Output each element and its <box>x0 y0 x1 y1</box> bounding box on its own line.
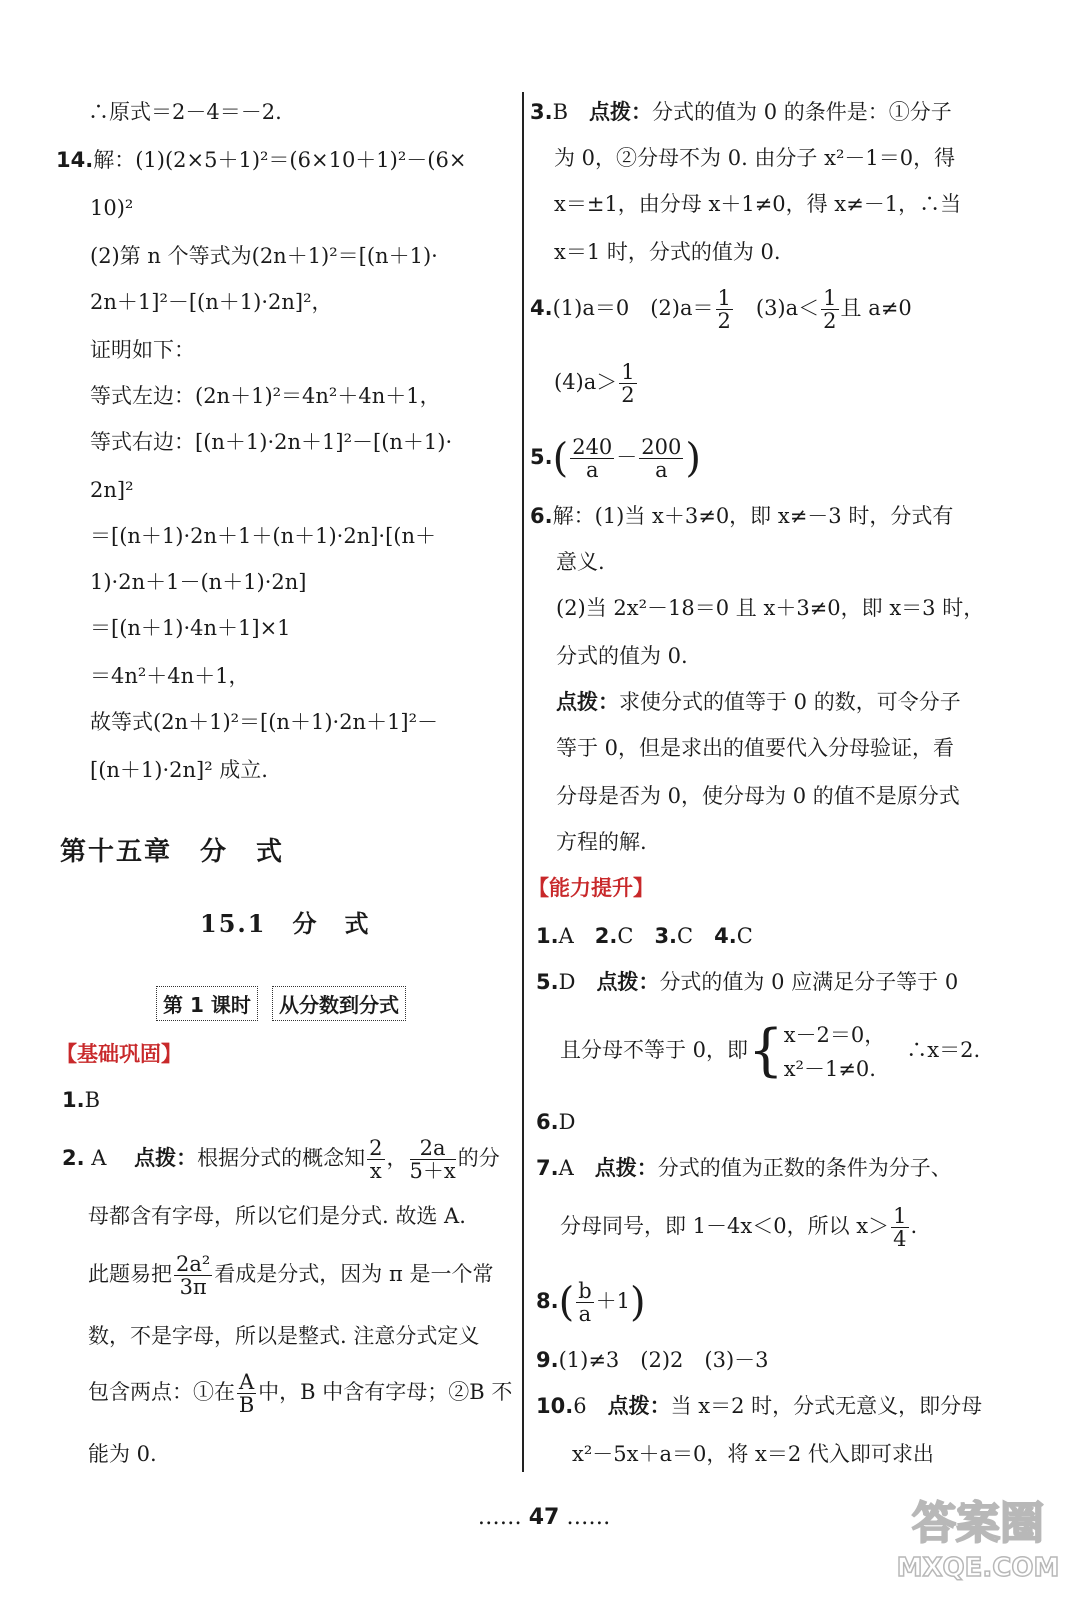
answer: B <box>84 1088 101 1112</box>
hint-label: 点拨： <box>596 970 660 994</box>
watermark-url: MXQE.COM <box>896 1553 1060 1583</box>
line: 意义. <box>556 550 605 574</box>
answer-2: 2. A 点拨：根据分式的概念知 $\frac{2}{x}$ ， $\frac{2a}{5+x}$ 的分 <box>62 1136 500 1183</box>
answer-10b: 10.6 点拨：当 x＝2 时，分式无意义，即分母 <box>536 1394 983 1418</box>
text: 根据分式的概念知 <box>197 1146 366 1170</box>
line: 包含两点：①在 $\frac{A}{B}$ 中，B 中含有字母；②B 不 <box>88 1370 513 1417</box>
watermark-logo <box>888 1478 1068 1588</box>
answer-4: 4.(1)a＝0 (2)a＝ $\frac{1}{2}$ (3)a＜ $\frac{1}{2}$ 且 a≠0 <box>530 286 912 333</box>
fraction: $\frac{1}{4}$ <box>893 1204 907 1251</box>
hint-label: 点拨： <box>607 1394 671 1418</box>
line: 能为 0. <box>88 1442 157 1466</box>
line: 方程的解. <box>556 830 647 854</box>
footer-dots: …… <box>566 1505 611 1530</box>
footer-dots: …… <box>477 1505 522 1530</box>
line: ＝[(n＋1)·4n＋1]×1 <box>90 616 291 640</box>
hint-label: 点拨： <box>556 690 619 714</box>
lesson-label: 第 1 课时 <box>156 986 258 1021</box>
line: 母都含有字母，所以它们是分式. 故选 A. <box>88 1204 466 1228</box>
answers-1-4: 1.A 2.C 3.C 4.C <box>536 924 753 948</box>
lesson-title: 从分数到分式 <box>272 986 406 1021</box>
hint-label: 点拨： <box>134 1146 198 1170</box>
line: 分式的值为 0. <box>556 644 688 668</box>
fraction: $\frac{1}{2}$ <box>717 286 731 333</box>
line: 等式右边：[(n＋1)·2n＋1]²－[(n＋1)· <box>90 430 453 454</box>
fraction: $\frac{1}{2}$ <box>823 286 837 333</box>
line: 数，不是字母，所以是整式. 注意分式定义 <box>88 1324 480 1348</box>
line: 此题易把 $\frac{\text{2a²}}{3\pi}$ 看成是分式，因为 π 是一个常 <box>88 1252 494 1299</box>
line: (2)当 2x²－18＝0 且 x＋3≠0，即 x＝3 时， <box>556 596 985 620</box>
line: 2n＋1]²－[(n＋1)·2n]²， <box>90 290 333 314</box>
fraction: $\frac{b}{a}$ <box>578 1279 592 1326</box>
answer-7b: 7.A 点拨：分式的值为正数的条件为分子、 <box>536 1156 952 1180</box>
fraction: $\frac{240}{a}$ <box>572 435 613 482</box>
line: x²－5x＋a＝0，将 x＝2 代入即可求出 <box>572 1442 934 1466</box>
line: 且分母不等于 0，即{ x－2＝0， x²－1≠0. ∴x＝2. <box>560 1018 981 1084</box>
line: 1)·2n＋1－(n＋1)·2n] <box>90 570 307 594</box>
fraction: $\frac{200}{a}$ <box>641 435 682 482</box>
section-title: 15.1 分 式 <box>200 909 371 938</box>
line: 等式左边：(2n＋1)²＝4n²＋4n＋1， <box>90 384 441 408</box>
fraction: $\frac{2}{x}$ <box>369 1136 383 1183</box>
answer-8b: 8.( $\frac{b}{a}$ ＋1) <box>536 1279 646 1326</box>
hint-label: 点拨： <box>594 1156 658 1180</box>
answer-1 <box>62 1086 100 1114</box>
answer: A <box>91 1146 107 1170</box>
page-number: 47 <box>528 1505 560 1530</box>
line: 10)² <box>90 196 134 220</box>
equation-system: x－2＝0， x²－1≠0. <box>783 1022 886 1081</box>
answer-3: 3.B 点拨：分式的值为 0 的条件是：①分子 <box>530 100 952 124</box>
answer-5: 5.( $\frac{240}{a}$ － $\frac{200}{a}$ ) <box>530 435 701 482</box>
line: 分母同号，即 1－4x＜0，所以 x＞ $\frac{1}{4}$ . <box>560 1204 918 1251</box>
answer-9b: 9.(1)≠3 (2)2 (3)－3 <box>536 1348 769 1372</box>
section-tag-basic: 【基础巩固】 <box>56 1042 182 1066</box>
hint-label: 点拨： <box>589 100 653 124</box>
column-divider <box>522 92 524 1472</box>
fraction: $\frac{\text{2a²}}{3\pi}$ <box>176 1252 211 1299</box>
line: 解：(1)(2×5＋1)²＝(6×10＋1)²－(6× <box>93 148 467 172</box>
question-number: 14. <box>56 148 94 172</box>
fraction: $\frac{2a}{5+x}$ <box>409 1136 456 1183</box>
line: 故等式(2n＋1)²＝[(n＋1)·2n＋1]²－ <box>90 710 439 734</box>
fraction: $\frac{1}{2}$ <box>621 360 635 407</box>
fraction: $\frac{A}{B}$ <box>238 1370 255 1417</box>
line: 分母是否为 0，使分母为 0 的值不是原分式 <box>556 784 960 808</box>
line: 为 0，②分母不为 0. 由分子 x²－1＝0，得 <box>554 146 956 170</box>
line: ＝[(n＋1)·2n＋1＋(n＋1)·2n]·[(n＋ <box>90 524 436 548</box>
line: 2n]² <box>90 478 134 502</box>
section-tag-advanced: 【能力提升】 <box>528 876 654 900</box>
line: x＝±1，由分母 x＋1≠0，得 x≠－1，∴当 <box>554 192 962 216</box>
line: x＝1 时，分式的值为 0. <box>554 240 781 264</box>
answer-6b: 6.D <box>536 1110 576 1134</box>
line: 证明如下： <box>90 338 195 362</box>
line: ＝4n²＋4n＋1， <box>90 664 250 688</box>
text: 的分 <box>457 1146 500 1170</box>
question-number: 1. <box>62 1088 85 1112</box>
line: 等于 0，但是求出的值要代入分母验证，看 <box>556 736 955 760</box>
line: 点拨：求使分式的值等于 0 的数，可令分子 <box>556 690 961 714</box>
question-14 <box>56 146 466 174</box>
chapter-title: 第十五章 分 式 <box>60 837 285 867</box>
line: (4)a＞ $\frac{1}{2}$ <box>554 360 635 407</box>
watermark-text: 答案圈 <box>912 1498 1044 1549</box>
question-number: 2. <box>62 1146 85 1170</box>
answer-6: 6.解：(1)当 x＋3≠0，即 x≠－3 时，分式有 <box>530 504 954 528</box>
answer-5b: 5.D 点拨：分式的值为 0 应满足分子等于 0 <box>536 970 959 994</box>
line: ∴原式＝2－4＝－2. <box>88 100 282 124</box>
line: (2)第 n 个等式为(2n＋1)²＝[(n＋1)· <box>90 244 438 268</box>
line: [(n＋1)·2n]² 成立. <box>90 758 268 782</box>
